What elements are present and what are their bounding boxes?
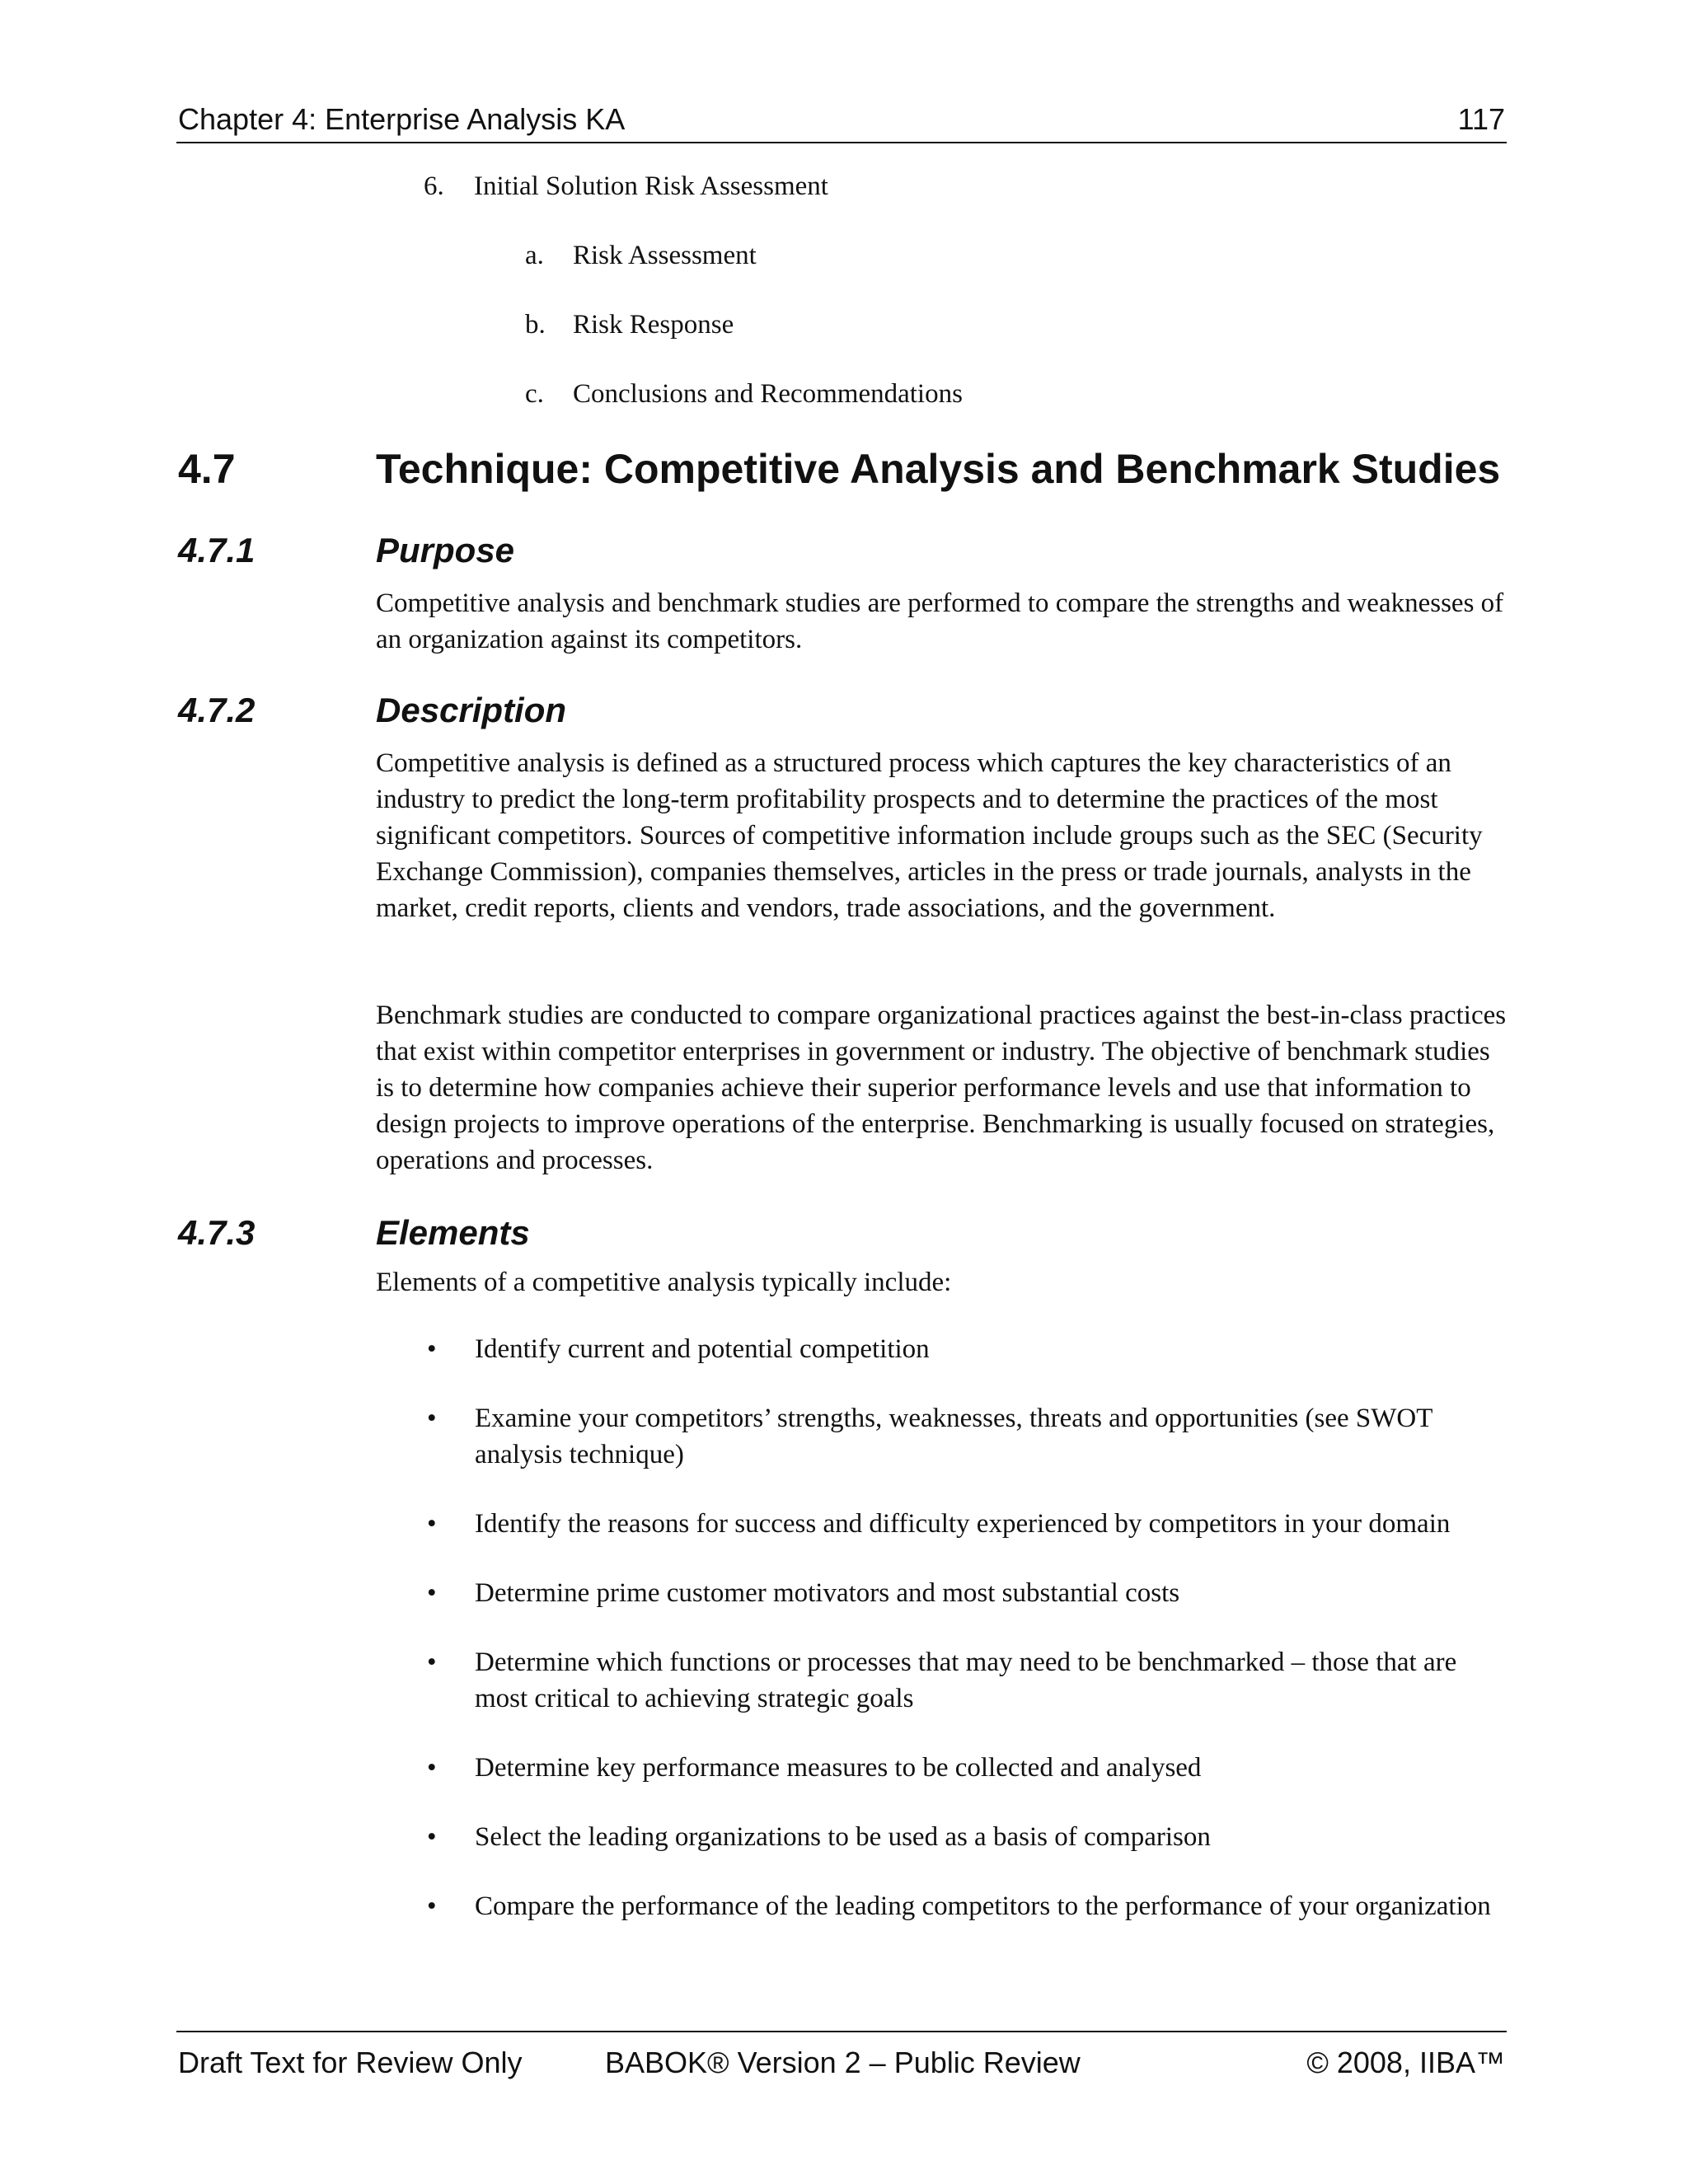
outline-subitem-text: Risk Response — [573, 310, 734, 340]
list-item: • Identify current and potential competition — [376, 1331, 1513, 1367]
outline-subitem-text: Conclusions and Recommendations — [573, 379, 963, 409]
bullet-icon: • — [427, 1647, 437, 1677]
purpose-number: 4.7.1 — [178, 531, 256, 569]
bullet-icon: • — [427, 1404, 437, 1433]
page-footer — [176, 2031, 1507, 2082]
bullet-icon: • — [427, 1753, 437, 1783]
description-paragraph-2: Benchmark studies are conducted to compare organizational practices against the best-in-class practices that exist within competitor enterprises in government or industry. The objective of benchmark studies is to determine how companies achieve their superior performance levels and use that information to design projects to improve operations of the enterprise. Benchmarking is usually focused on strategies, operations and processes. — [376, 1001, 1507, 1175]
list-item: • Determine key performance measures to be collected and analysed — [376, 1750, 1513, 1786]
outline-subitem-letter: c. — [525, 379, 544, 409]
outline-subitem-text: Risk Assessment — [573, 241, 757, 270]
purpose-title: Purpose — [376, 531, 515, 569]
list-item: • Compare the performance of the leading competitors to the performance of your organization — [376, 1888, 1513, 1924]
section-title: Technique: Competitive Analysis and Benchmark Studies — [376, 446, 1501, 492]
list-item: • Identify the reasons for success and difficulty experienced by competitors in your domain — [376, 1506, 1513, 1542]
description-paragraph-1: Competitive analysis is defined as a structured process which captures the key characteristics of an industry to predict the long-term profitability prospects and to determine the practices of the most significant competitors. Sources of competitive information include groups such as the SEC (Security Exchange Commission), companies themselves, articles in the press or trade journals, analysts in the market, credit reports, clients and vendors, trade associations, and the government. — [376, 748, 1483, 923]
footer-copyright: © 2008, IIBA™ — [1306, 2046, 1505, 2079]
list-item: • Determine prime customer motivators and most substantial costs — [376, 1575, 1513, 1611]
section-number: 4.7 — [178, 446, 236, 492]
list-item: • Select the leading organizations to be used as a basis of comparison — [376, 1819, 1513, 1855]
outline-subitem-letter: a. — [525, 241, 544, 270]
chapter-title: Chapter 4: Enterprise Analysis KA — [178, 102, 626, 136]
elements-bullet-list — [376, 1331, 1513, 1957]
bullet-icon: • — [427, 1509, 437, 1539]
bullet-icon: • — [427, 1891, 437, 1921]
bullet-icon: • — [427, 1578, 437, 1608]
outline-item-number: 6. — [424, 171, 444, 201]
purpose-paragraph: Competitive analysis and benchmark studies are performed to compare the strengths and weaknesses of an organization against its competitors. — [376, 588, 1504, 654]
bullet-icon: • — [427, 1822, 437, 1852]
elements-number: 4.7.3 — [178, 1213, 256, 1252]
description-number: 4.7.2 — [178, 691, 256, 729]
outline-item-text: Initial Solution Risk Assessment — [474, 171, 828, 201]
elements-intro: Elements of a competitive analysis typically include: — [376, 1268, 952, 1297]
outline-subitem-letter: b. — [525, 310, 546, 340]
list-item: • Examine your competitors’ strengths, weaknesses, threats and opportunities (see SWOT analysis technique) — [376, 1400, 1513, 1473]
list-item: • Determine which functions or processes that may need to be benchmarked – those that are most critical to achieving strategic goals — [376, 1644, 1513, 1717]
footer-version: BABOK® Version 2 – Public Review — [605, 2046, 1081, 2079]
elements-title: Elements — [376, 1213, 530, 1252]
page-number: 117 — [1457, 102, 1505, 136]
footer-draft-note: Draft Text for Review Only — [178, 2046, 523, 2079]
page-header — [176, 97, 1507, 143]
bullet-icon: • — [427, 1334, 437, 1364]
description-title: Description — [376, 691, 567, 729]
